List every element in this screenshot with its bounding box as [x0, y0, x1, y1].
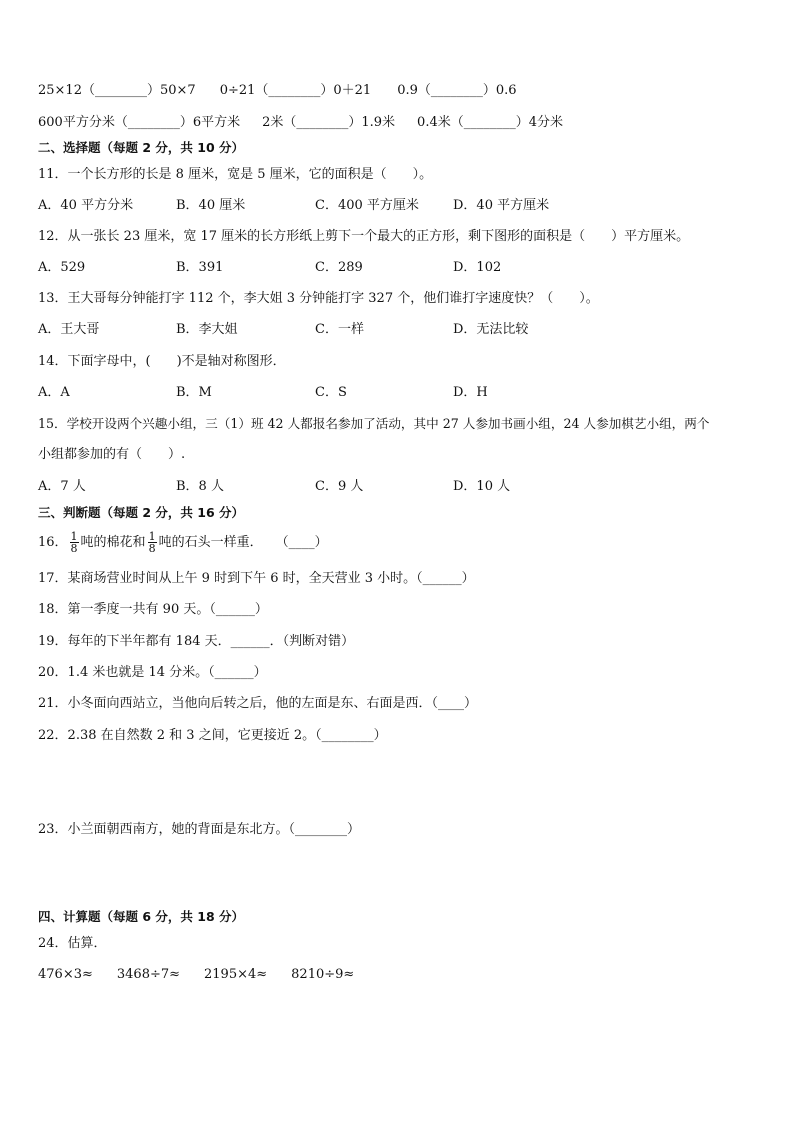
question-16: [38, 528, 328, 558]
compare-item: 2米（________）1.9米: [262, 115, 396, 130]
fraction-denominator: 8: [70, 542, 78, 555]
option-a[interactable]: A．529: [38, 260, 86, 275]
option-d[interactable]: D．H: [453, 385, 488, 400]
option-b[interactable]: B．M: [176, 385, 212, 400]
option-d[interactable]: D．40 平方厘米: [453, 198, 550, 213]
q16-mid: 吨的棉花和: [80, 535, 146, 550]
question-15: 15．学校开设两个兴趣小组，三（1）班 42 人都报名参加了活动，其中 27 人参加书画小组，24 人参加棋艺小组，两个: [38, 416, 710, 431]
fraction-one-eighth: [70, 531, 79, 554]
estimate-item: 3468÷7≈: [116, 967, 181, 982]
compare-row-1: [38, 82, 517, 100]
estimate-item: 2195×4≈: [204, 967, 268, 982]
question-24: 24．估算．: [38, 936, 107, 951]
compare-item: 0.9（________）0.6: [397, 83, 517, 98]
fraction-numerator: 1: [70, 530, 78, 543]
estimate-row: [38, 966, 354, 984]
question-23: 23．小兰面朝西南方，她的背面是东北方。（________）: [38, 822, 361, 837]
option-c[interactable]: C．一样: [315, 322, 364, 337]
option-a[interactable]: A．40 平方分米: [38, 198, 134, 213]
section-heading-choice: 二、选择题（每题 2 分，共 10 分）: [38, 140, 245, 155]
question-21: 21．小冬面向西站立，当他向后转之后，他的左面是东、右面是西．（____）: [38, 696, 478, 711]
estimate-item: 476×3≈: [38, 967, 93, 982]
option-d[interactable]: D．10 人: [453, 479, 511, 494]
option-b[interactable]: B．李大姐: [176, 322, 238, 337]
option-b[interactable]: B．391: [176, 260, 224, 275]
question-11: 11．一个长方形的长是 8 厘米，宽是 5 厘米，它的面积是（ ）。: [38, 167, 433, 182]
compare-item: 0.4米（________）4分米: [417, 115, 563, 130]
options-13: [38, 321, 598, 339]
option-c[interactable]: C．S: [315, 385, 347, 400]
question-12: 12．从一张长 23 厘米，宽 17 厘米的长方形纸上剪下一个最大的正方形，剩下图形的面积是（ ）平方厘米。: [38, 229, 690, 244]
option-a[interactable]: A．王大哥: [38, 322, 100, 337]
question-14: 14．下面字母中，( )不是轴对称图形．: [38, 354, 286, 369]
option-d[interactable]: D．无法比较: [453, 322, 529, 337]
option-c[interactable]: C．9 人: [315, 479, 364, 494]
question-17: 17．某商场营业时间从上午 9 时到下午 6 时，全天营业 3 小时。（______）: [38, 571, 475, 586]
estimate-item: 8210÷9≈: [291, 967, 355, 982]
option-b[interactable]: B．40 厘米: [176, 198, 246, 213]
section-heading-judge: 三、判断题（每题 2 分，共 16 分）: [38, 505, 245, 520]
question-15-cont: 小组都参加的有（ ）.: [38, 447, 186, 462]
option-a[interactable]: A．A: [38, 385, 70, 400]
fraction-one-eighth: [148, 531, 157, 554]
options-12: [38, 259, 598, 277]
section-heading-calc: 四、计算题（每题 6 分，共 18 分）: [38, 909, 245, 924]
option-c[interactable]: C．289: [315, 260, 363, 275]
options-14: [38, 384, 598, 402]
question-22: 22．2.38 在自然数 2 和 3 之间，它更接近 2。（________）: [38, 728, 387, 743]
option-a[interactable]: A．7 人: [38, 479, 86, 494]
option-c[interactable]: C．400 平方厘米: [315, 198, 419, 213]
options-15: [38, 478, 598, 496]
option-b[interactable]: B．8 人: [176, 479, 224, 494]
option-d[interactable]: D．102: [453, 260, 502, 275]
q16-prefix: 16．: [38, 535, 68, 550]
question-13: 13．王大哥每分钟能打字 112 个，李大姐 3 分钟能打字 327 个，他们谁打字速度快？（ ）。: [38, 291, 599, 306]
compare-item: 25×12（________）50×7: [38, 83, 196, 98]
compare-item: 0÷21（________）0＋21: [219, 83, 372, 98]
compare-item: 600平方分米（________）6平方米: [38, 115, 241, 130]
compare-row-2: [38, 114, 563, 132]
options-11: [38, 197, 598, 215]
question-18: 18．第一季度一共有 90 天。（______）: [38, 602, 268, 617]
fraction-numerator: 1: [148, 530, 156, 543]
question-19: 19．每年的下半年都有 184 天．______．（判断对错）: [38, 634, 355, 649]
q16-suffix: 吨的石头一样重． （____）: [158, 535, 328, 550]
question-20: 20．1.4 米也就是 14 分米。（______）: [38, 665, 267, 680]
fraction-denominator: 8: [148, 542, 156, 555]
